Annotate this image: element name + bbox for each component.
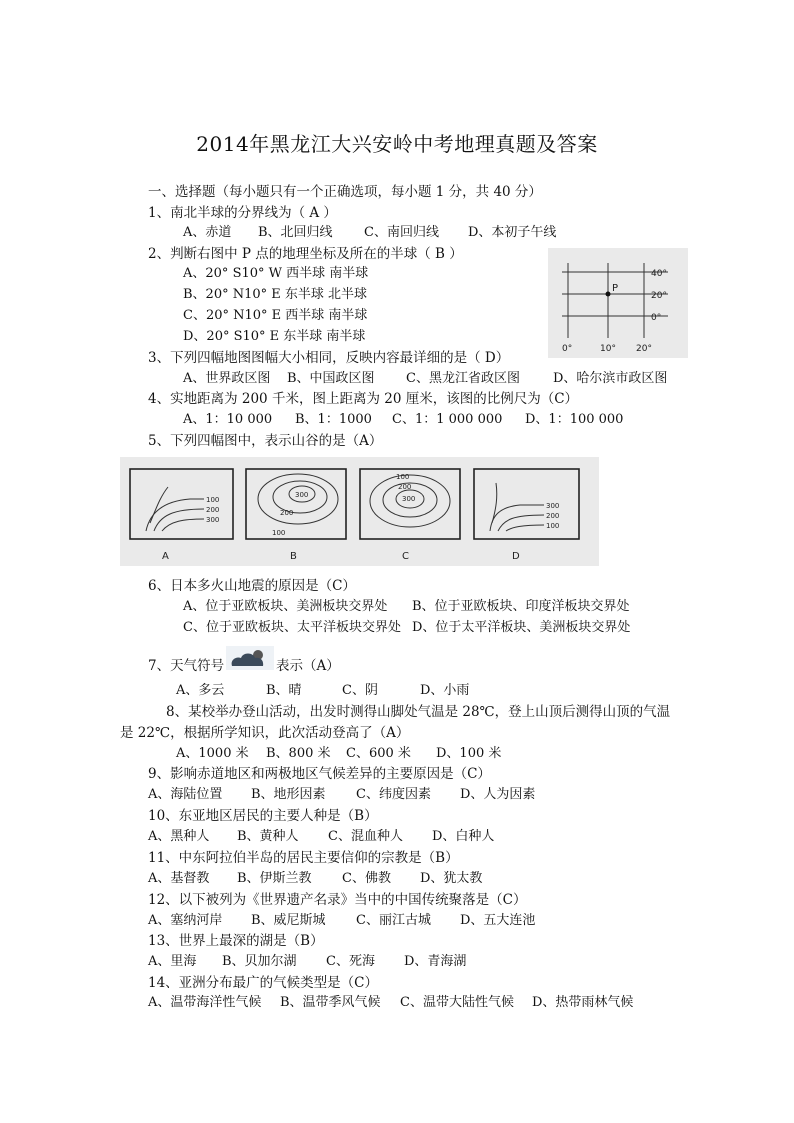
- panel-b-contour-300: 300: [295, 491, 309, 499]
- q10-option-b: B、黄种人: [237, 829, 299, 844]
- panel-d-contour-300: 100: [546, 522, 560, 530]
- q10-option-c: C、混血种人: [328, 829, 403, 844]
- coordinate-grid-svg: [548, 248, 688, 358]
- panel-d-contour-200: 200: [546, 512, 560, 520]
- q11-option-c: C、佛教: [342, 871, 391, 886]
- question-14: 14、亚洲分布最广的气候类型是（C）: [148, 975, 379, 991]
- q13-option-b: B、贝加尔湖: [222, 954, 297, 969]
- cloudy-weather-icon: [226, 646, 274, 670]
- lon-label-20: 20°: [636, 344, 652, 354]
- question-8-line-1: 8、某校举办登山活动，出发时测得山脚处气温是 28℃，登上山顶后测得山顶的气温: [166, 704, 671, 720]
- q10-option-d: D、白种人: [432, 829, 495, 844]
- lon-label-0: 0°: [562, 344, 573, 354]
- q11-option-b: B、伊斯兰教: [237, 871, 312, 886]
- q9-option-b: B、地形因素: [251, 787, 326, 802]
- q14-option-d: D、热带雨林气候: [532, 995, 634, 1010]
- q2-option-d: D、20° S10° E 东半球 南半球: [183, 329, 366, 344]
- panel-c-label: C: [402, 551, 409, 562]
- panel-d-label: D: [512, 551, 520, 562]
- lat-label-40: 40°: [651, 269, 667, 279]
- point-p-marker: [606, 292, 611, 297]
- q7-option-b: B、晴: [266, 683, 302, 698]
- q13-option-a: A、里海: [148, 954, 197, 969]
- lat-label-20: 20°: [651, 291, 667, 301]
- q1-option-c: C、南回归线: [364, 225, 439, 240]
- q13-option-d: D、青海湖: [404, 954, 467, 969]
- q14-option-b: B、温带季风气候: [280, 995, 381, 1010]
- q6-option-b: B、位于亚欧板块、印度洋板块交界处: [412, 599, 630, 614]
- q6-option-d: D、位于太平洋板块、美洲板块交界处: [412, 620, 631, 635]
- q12-option-c: C、丽江古城: [356, 913, 431, 928]
- q12-option-d: D、五大连池: [460, 913, 536, 928]
- coordinate-grid-figure: [548, 248, 688, 358]
- question-7-suffix: 表示（A）: [276, 658, 340, 674]
- question-8-line-2: 是 22℃，根据所学知识，此次活动登高了（A）: [120, 725, 410, 741]
- panel-c-contour-300: 300: [402, 495, 416, 503]
- q3-option-b: B、中国政区图: [287, 371, 375, 386]
- question-10: 10、东亚地区居民的主要人种是（B）: [148, 808, 378, 824]
- q7-option-c: C、阴: [342, 683, 378, 698]
- panel-c-contour-200: 200: [398, 483, 412, 491]
- q4-option-c: C、1：1 000 000: [392, 412, 503, 427]
- panel-a-contour-100: 100: [206, 496, 220, 504]
- q10-option-a: A、黑种人: [148, 829, 210, 844]
- question-13: 13、世界上最深的湖是（B）: [148, 933, 324, 949]
- q6-option-a: A、位于亚欧板块、美洲板块交界处: [183, 599, 388, 614]
- page-title: 2014年黑龙江大兴安岭中考地理真题及答案: [196, 132, 598, 156]
- q7-option-a: A、多云: [176, 683, 225, 698]
- panel-a-label: A: [162, 551, 169, 562]
- question-6: 6、日本多火山地震的原因是（C）: [148, 578, 356, 594]
- q7-option-d: D、小雨: [420, 683, 470, 698]
- panel-d-contour-100: 300: [546, 502, 560, 510]
- q2-option-b: B、20° N10° E 东半球 北半球: [183, 287, 368, 302]
- question-1: 1、南北半球的分界线为（ A ）: [148, 205, 337, 221]
- point-p-label: P: [612, 283, 619, 294]
- section-heading: 一、选择题（每小题只有一个正确选项，每小题 1 分，共 40 分）: [148, 184, 542, 200]
- q14-option-a: A、温带海洋性气候: [148, 995, 262, 1010]
- q12-option-a: A、塞纳河岸: [148, 913, 223, 928]
- q2-option-a: A、20° S10° W 西半球 南半球: [183, 266, 369, 281]
- q8-option-c: C、600 米: [346, 746, 411, 761]
- q3-option-d: D、哈尔滨市政区图: [553, 371, 668, 386]
- q8-option-a: A、1000 米: [176, 746, 249, 761]
- q13-option-c: C、死海: [326, 954, 375, 969]
- contour-maps-figure: [120, 457, 599, 566]
- contour-panel-d: [474, 469, 579, 562]
- panel-b-label: B: [290, 551, 297, 562]
- q9-option-d: D、人为因素: [460, 787, 536, 802]
- panel-b-contour-100: 100: [272, 529, 286, 537]
- q14-option-c: C、温带大陆性气候: [400, 995, 514, 1010]
- question-12: 12、以下被列为《世界遗产名录》当中的中国传统聚落是（C）: [148, 892, 527, 908]
- panel-a-contour-200: 200: [206, 506, 220, 514]
- q6-option-c: C、位于亚欧板块、太平洋板块交界处: [183, 620, 401, 635]
- q9-option-c: C、纬度因素: [356, 787, 431, 802]
- q4-option-a: A、1：10 000: [183, 412, 273, 427]
- contour-panel-c: [360, 469, 460, 562]
- contour-panel-a: [130, 469, 233, 562]
- panel-c-contour-100: 100: [396, 473, 410, 481]
- q8-option-d: D、100 米: [436, 746, 502, 761]
- q9-option-a: A、海陆位置: [148, 787, 223, 802]
- q3-option-a: A、世界政区图: [183, 371, 271, 386]
- panel-a-contour-300: 300: [206, 516, 220, 524]
- q1-option-b: B、北回归线: [258, 225, 333, 240]
- q3-option-c: C、黑龙江省政区图: [406, 371, 520, 386]
- contour-maps-svg: [120, 457, 599, 566]
- q1-option-a: A、赤道: [183, 225, 232, 240]
- q11-option-d: D、犹太教: [420, 871, 483, 886]
- lat-label-0: 0°: [651, 313, 662, 323]
- lon-label-10: 10°: [600, 344, 616, 354]
- question-7-prefix: 7、天气符号: [148, 658, 225, 674]
- q11-option-a: A、基督教: [148, 871, 210, 886]
- panel-b-contour-200: 200: [280, 509, 294, 517]
- q4-option-b: B、1：1000: [295, 412, 372, 427]
- q8-option-b: B、800 米: [266, 746, 331, 761]
- q12-option-b: B、威尼斯城: [251, 913, 326, 928]
- contour-panel-b: [246, 469, 346, 562]
- q4-option-d: D、1：100 000: [525, 412, 624, 427]
- question-11: 11、中东阿拉伯半岛的居民主要信仰的宗教是（B）: [148, 850, 459, 866]
- question-4: 4、实地距离为 200 千米，图上距离为 20 厘米，该图的比例尺为（C）: [148, 391, 579, 407]
- q1-option-d: D、本初子午线: [468, 225, 557, 240]
- q2-option-c: C、20° N10° E 西半球 南半球: [183, 308, 368, 323]
- question-2: 2、判断右图中 P 点的地理坐标及所在的半球（ B ）: [148, 246, 463, 262]
- question-5: 5、下列四幅图中，表示山谷的是（A）: [148, 433, 383, 449]
- question-9: 9、影响赤道地区和两极地区气候差异的主要原因是（C）: [148, 766, 491, 782]
- question-3: 3、下列四幅地图图幅大小相同，反映内容最详细的是（ D）: [148, 350, 510, 366]
